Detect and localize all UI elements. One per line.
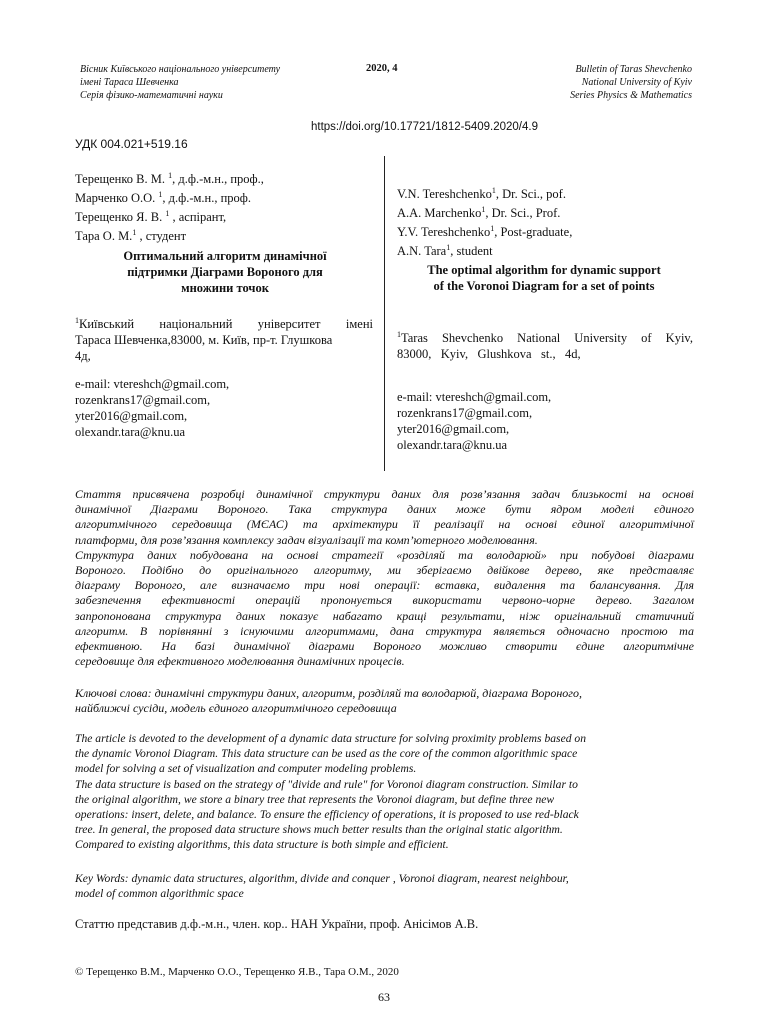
- affiliation-sup: 1: [132, 228, 137, 238]
- article-title-en: [396, 262, 692, 294]
- author-line: [397, 240, 697, 259]
- keywords-line: Key Words: dynamic data structures, algorithm, divide and conquer , Voronoi diagram, nearest neighbour,: [75, 872, 569, 885]
- author-name: A.N. Tara: [397, 244, 447, 259]
- author-line: [75, 206, 375, 225]
- affiliation-line: [75, 313, 373, 332]
- abstract-line: Стаття присвячена розробці динамічної структури даних для розв’язання задач близькості на основі: [75, 487, 694, 501]
- journal-name-en-line: Series Physics & Mathematics: [570, 90, 692, 101]
- author-name: Тара О. М.: [75, 229, 133, 244]
- email-line: olexandr.tara@knu.ua: [397, 438, 508, 452]
- udk-code: УДК 004.021+519.16: [75, 137, 188, 151]
- abstract-line: алгоритмічного середовища (МЄАС) та архітектури її реалізації на основі єдиної алгоритмічної: [75, 517, 694, 532]
- emails-en: [397, 389, 693, 453]
- email-line: olexandr.tara@knu.ua: [75, 425, 186, 439]
- author-name: V.N. Tereshchenko: [397, 187, 492, 202]
- keywords-line: Ключові слова: динамічні структури даних, алгоритм, розділяй та володарюй, діаграма Вороного,: [75, 686, 582, 700]
- abstract-line: Compared to existing algorithms, this data structure is both simple and efficient.: [75, 838, 449, 852]
- author-name: A.A. Marchenko: [397, 206, 482, 221]
- abstract-ua: [75, 487, 694, 669]
- journal-name-ua-line: Вісник Київського національного університету: [80, 64, 281, 75]
- author-line: [75, 187, 375, 206]
- author-line: [397, 221, 697, 240]
- author-role: , аспірант,: [169, 210, 227, 225]
- abstract-line: The article is devoted to the development of a dynamic data structure for solving proximity problems based on: [75, 732, 587, 745]
- title-line: The optimal algorithm for dynamic support: [427, 263, 661, 277]
- keywords-ua: [75, 686, 694, 716]
- affiliation-sup: 1: [165, 209, 170, 219]
- author-line: [75, 168, 375, 187]
- presented-by-note: Статтю представив д.ф.-м.н., член. кор.. НАН України, проф. Анісімов А.В.: [75, 917, 479, 931]
- abstract-line: алгоритм. В порівнянні з існуючими алгоритмами, дана структура являється одночасно простою та: [75, 623, 694, 638]
- abstract-line: забезпечення ефективності операцій пропонується використати червоно-чорне дерево. Загалом: [75, 593, 694, 608]
- abstract-line: tree. In general, the proposed data structure shows much better results than the original static algorithm.: [75, 823, 563, 837]
- abstract-line: operations: insert, delete, and balance. To ensure the efficiency of operations, it is proposed to use red-black: [75, 808, 579, 822]
- journal-name-en-line: Bulletin of Taras Shevchenko: [575, 64, 692, 75]
- journal-name-en-line: National University of Kyiv: [581, 77, 692, 88]
- abstract-line: запропонована структура даних показує набагато кращі результати, ніж оригінальний статичний: [75, 608, 694, 623]
- doi-link[interactable]: https://doi.org/10.17721/1812-5409.2020/4.9: [311, 121, 538, 133]
- abstract-line: Структура даних побудована на основі стратегії «розділяй та володарюй» при побудові діаграми: [75, 547, 694, 562]
- affiliation-line: 83000, Kyiv, Glushkova st., 4d,: [397, 347, 581, 362]
- affiliation-sup: 1: [397, 330, 401, 339]
- author-role: , д.ф.-м.н., проф.,: [172, 172, 264, 187]
- abstract-line: The data structure is based on the strategy of "divide and rule" for Voronoi diagram construction. Similar to: [75, 777, 578, 791]
- abstract-line: the dynamic Voronoi Diagram. This data structure can be used as the core of the common algorithmic space: [75, 747, 578, 761]
- emails-ua: [75, 376, 375, 440]
- affiliation-line: 4д,: [75, 349, 91, 364]
- title-line: of the Voronoi Diagram for a set of points: [433, 279, 655, 293]
- email-line: e-mail: vtereshch@gmail.com,: [397, 390, 552, 404]
- affiliation-sup: 1: [75, 316, 79, 325]
- title-line: підтримки Діаграми Вороного для: [127, 265, 323, 279]
- abstract-en: [75, 731, 694, 853]
- keywords-en: [75, 871, 694, 901]
- abstract-line: платформи, для розв’язання комплексу задач візуалізації та комп’ютерного моделювання.: [75, 532, 538, 547]
- author-role: , студент: [136, 229, 187, 244]
- journal-name-ua-line: Серія фізико-математичні науки: [80, 90, 223, 101]
- author-line: [397, 183, 697, 202]
- email-line: yter2016@gmail.com,: [75, 409, 188, 423]
- page-number: 63: [378, 990, 390, 1004]
- email-line: e-mail: vtereshch@gmail.com,: [75, 377, 230, 391]
- affiliation-sup: 1: [490, 224, 495, 234]
- abstract-line: ефективною. На базі динамічної діаграми Вороного можливо створити єдине алгоритмічне: [75, 639, 694, 654]
- copyright-line: © Терещенко В.М., Марченко О.О., Терещенко Я.В., Тара О.М., 2020: [75, 966, 399, 978]
- affiliation-sup: 1: [446, 243, 451, 253]
- title-line: Оптимальний алгоритм динамічної: [123, 249, 327, 263]
- email-line: yter2016@gmail.com,: [397, 422, 510, 436]
- author-name: Терещенко В. М.: [75, 172, 166, 187]
- abstract-line: model for solving a set of visualization and computer modeling problems.: [75, 762, 417, 776]
- author-role: , д.ф.-м.н., проф.: [162, 191, 252, 206]
- affiliation-sup: 1: [491, 186, 496, 195]
- abstract-line: діаграму Вороного, але визначаємо три нові операції: вставка, видалення та балансування. Для: [75, 578, 694, 593]
- authors-en: [397, 183, 697, 260]
- issue-number: 2020, 4: [366, 63, 398, 74]
- abstract-line: Вороного. Подібно до оригінального алгоритму, ми зберігаємо двійкове дерево, яке представляє: [75, 563, 694, 578]
- author-line: [397, 202, 697, 221]
- affiliation-line: Тараса Шевченка,83000, м. Київ, пр-т. Глушкова: [75, 333, 333, 348]
- author-role: , Dr. Sci., pof.: [495, 187, 566, 202]
- email-line: rozenkrans17@gmail.com,: [75, 393, 211, 407]
- author-name: Марченко О.О.: [75, 191, 156, 206]
- affiliation-sup: 1: [168, 171, 173, 180]
- abstract-line: середовище для ефективного моделювання динамічних процесів.: [75, 654, 405, 669]
- article-title-ua: [75, 248, 375, 296]
- affiliation-ua: [75, 313, 373, 364]
- author-role: , Dr. Sci., Prof.: [485, 206, 561, 221]
- abstract-line: динамічної Діаграми Вороного. Така структура даних може бути ядром моделі єдиного: [75, 502, 694, 517]
- author-role: , student: [450, 244, 493, 259]
- journal-name-ua: [80, 63, 340, 102]
- journal-name-en: [450, 63, 692, 102]
- journal-name-ua-line: імені Тараса Шевченка: [80, 77, 179, 88]
- author-role: , Post-graduate,: [494, 225, 573, 240]
- column-divider: [384, 156, 385, 471]
- affiliation-sup: 1: [481, 205, 486, 215]
- affiliation-line: [397, 327, 693, 346]
- author-name: Терещенко Я. В.: [75, 210, 163, 225]
- title-line: множини точок: [181, 281, 269, 295]
- affiliation-sup: 1: [158, 190, 163, 200]
- affiliation-text: Київський національний університет імені: [79, 317, 373, 332]
- affiliation-en: [397, 327, 693, 362]
- keywords-line: найближчі сусіди, модель єдиного алгоритмічного середовища: [75, 701, 397, 716]
- abstract-line: the original algorithm, we store a binary tree that represents the Voronoi diagram, but define three new: [75, 792, 555, 806]
- authors-ua: [75, 168, 375, 245]
- email-line: rozenkrans17@gmail.com,: [397, 406, 533, 420]
- affiliation-text: Taras Shevchenko National University of Kyiv,: [401, 331, 693, 346]
- author-name: Y.V. Tereshchenko: [397, 225, 491, 240]
- author-line: [75, 225, 375, 244]
- keywords-line: model of common algorithmic space: [75, 887, 244, 901]
